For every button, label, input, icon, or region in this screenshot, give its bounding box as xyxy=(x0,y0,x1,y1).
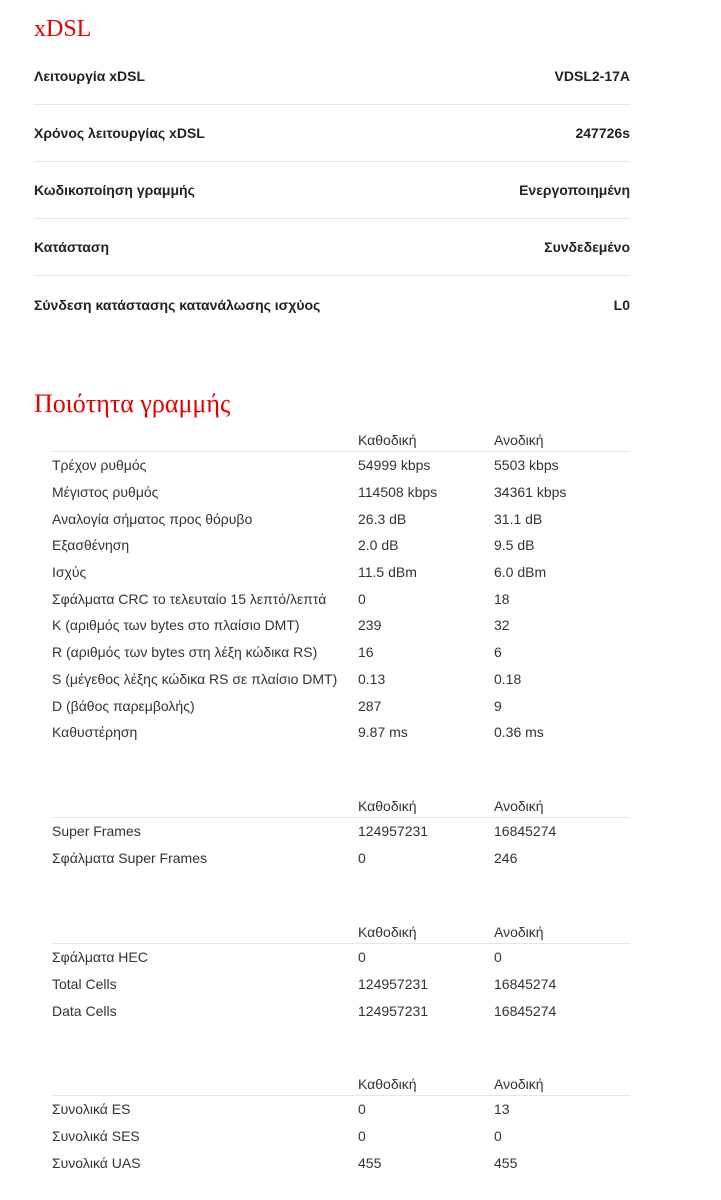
row-upstream: 32 xyxy=(494,617,510,634)
table-row xyxy=(52,997,630,1024)
row-label: Συνολικά UAS xyxy=(52,1154,141,1171)
row-downstream: 287 xyxy=(358,697,382,714)
row-downstream: 455 xyxy=(358,1154,382,1171)
info-value: L0 xyxy=(613,296,630,313)
header-upstream: Ανοδική xyxy=(494,923,544,940)
row-downstream: 0 xyxy=(358,590,366,607)
table-row xyxy=(52,692,630,719)
row-downstream: 11.5 dBm xyxy=(358,564,417,581)
row-downstream: 0 xyxy=(358,1128,366,1145)
row-label: Ισχύς xyxy=(52,564,87,581)
row-upstream: 5503 kbps xyxy=(494,457,559,474)
table-header xyxy=(52,1070,630,1096)
row-downstream: 124957231 xyxy=(358,976,429,993)
row-upstream: 34361 kbps xyxy=(494,484,567,501)
row-downstream: 16 xyxy=(358,644,374,661)
row-label: Αναλογία σήματος προς θόρυβο xyxy=(52,510,253,527)
info-value: VDSL2-17A xyxy=(554,68,630,84)
row-upstream: 9 xyxy=(494,697,502,714)
table-row xyxy=(52,452,630,479)
row-label: Εξασθένηση xyxy=(52,537,130,554)
row-downstream: 2.0 dB xyxy=(358,537,399,554)
row-label: Σφάλματα CRC το τελευταίο 15 λεπτό/λεπτά xyxy=(52,590,327,607)
table-row xyxy=(52,845,630,872)
table-row xyxy=(52,1123,630,1150)
row-label: Super Frames xyxy=(52,823,141,840)
table-row xyxy=(52,612,630,639)
row-label: Σφάλματα Super Frames xyxy=(52,850,207,867)
row-downstream: 124957231 xyxy=(358,1002,429,1019)
table-row xyxy=(52,719,630,746)
row-downstream: 239 xyxy=(358,617,382,634)
cells-table xyxy=(52,918,630,1024)
row-upstream: 31.1 dB xyxy=(494,510,543,527)
row-upstream: 6 xyxy=(494,644,502,661)
header-upstream: Ανοδική xyxy=(494,431,544,448)
table-row xyxy=(52,559,630,586)
info-label: Κωδικοποίηση γραμμής xyxy=(34,182,195,198)
table-row xyxy=(52,666,630,693)
header-downstream: Καθοδική xyxy=(358,1075,417,1092)
row-label: Τρέχον ρυθμός xyxy=(52,457,147,474)
row-label: Καθυστέρηση xyxy=(52,724,138,741)
row-upstream: 16845274 xyxy=(494,823,557,840)
row-upstream: 455 xyxy=(494,1154,518,1171)
row-upstream: 16845274 xyxy=(494,976,557,993)
row-upstream: 16845274 xyxy=(494,1002,557,1019)
row-downstream: 0 xyxy=(358,949,366,966)
row-label: Συνολικά SES xyxy=(52,1128,140,1145)
header-upstream: Ανοδική xyxy=(494,1075,544,1092)
xdsl-info-list xyxy=(34,48,630,333)
header-downstream: Καθοδική xyxy=(358,923,417,940)
row-upstream: 0 xyxy=(494,1128,502,1145)
table-row xyxy=(52,479,630,506)
xdsl-section-title: xDSL xyxy=(34,16,92,42)
info-row-xdsl-mode xyxy=(34,48,630,105)
info-row-xdsl-uptime xyxy=(34,105,630,162)
line-rates-table xyxy=(52,426,630,746)
row-upstream: 13 xyxy=(494,1101,510,1118)
row-downstream: 0 xyxy=(358,1101,366,1118)
table-row xyxy=(52,505,630,532)
row-label: S (μέγεθος λέξης κώδικα RS σε πλαίσιο DMT) xyxy=(52,670,338,687)
row-upstream: 0.18 xyxy=(494,670,522,687)
row-label: K (αριθμός των bytes στο πλαίσιο DMT) xyxy=(52,617,300,634)
table-row xyxy=(52,639,630,666)
row-label: D (βάθος παρεμβολής) xyxy=(52,697,195,714)
row-downstream: 114508 kbps xyxy=(358,484,438,501)
row-downstream: 54999 kbps xyxy=(358,457,431,474)
table-row xyxy=(52,944,630,971)
row-downstream: 9.87 ms xyxy=(358,724,408,741)
row-label: R (αριθμός των bytes στη λέξη κώδικα RS) xyxy=(52,644,318,661)
info-row-power-state xyxy=(34,276,630,333)
row-downstream: 124957231 xyxy=(358,823,429,840)
table-header xyxy=(52,918,630,944)
table-row xyxy=(52,1096,630,1123)
row-upstream: 18 xyxy=(494,590,510,607)
header-downstream: Καθοδική xyxy=(358,797,417,814)
table-header xyxy=(52,426,630,452)
row-label: Total Cells xyxy=(52,976,117,993)
row-upstream: 6.0 dBm xyxy=(494,564,547,581)
table-row xyxy=(52,971,630,998)
table-row xyxy=(52,818,630,845)
info-value: Συνδεδεμένο xyxy=(544,239,630,255)
row-upstream: 0.36 ms xyxy=(494,724,544,741)
row-downstream: 26.3 dB xyxy=(358,510,407,527)
row-upstream: 0 xyxy=(494,949,502,966)
row-upstream: 246 xyxy=(494,850,518,867)
row-downstream: 0 xyxy=(358,850,366,867)
error-seconds-table xyxy=(52,1070,630,1176)
line-quality-section-title: Ποιότητα γραμμής xyxy=(34,389,231,418)
info-value: Ενεργοποιημένη xyxy=(519,182,630,198)
info-label: Λειτουργία xDSL xyxy=(34,68,146,84)
info-label: Χρόνος λειτουργίας xDSL xyxy=(34,125,205,141)
row-label: Σφάλματα HEC xyxy=(52,949,148,966)
row-upstream: 9.5 dB xyxy=(494,537,535,554)
row-label: Συνολικά ES xyxy=(52,1101,131,1118)
row-label: Data Cells xyxy=(52,1002,117,1019)
table-row xyxy=(52,532,630,559)
info-label: Κατάσταση xyxy=(34,239,110,255)
info-label: Σύνδεση κατάστασης κατανάλωσης ισχύος xyxy=(34,296,321,313)
row-downstream: 0.13 xyxy=(358,670,386,687)
header-downstream: Καθοδική xyxy=(358,431,417,448)
row-label: Μέγιστος ρυθμός xyxy=(52,484,159,501)
info-row-status xyxy=(34,219,630,276)
table-header xyxy=(52,792,630,818)
header-upstream: Ανοδική xyxy=(494,797,544,814)
table-row xyxy=(52,1149,630,1176)
info-value: 247726s xyxy=(575,125,630,141)
super-frames-table xyxy=(52,792,630,871)
table-row xyxy=(52,585,630,612)
info-row-line-encoding xyxy=(34,162,630,219)
